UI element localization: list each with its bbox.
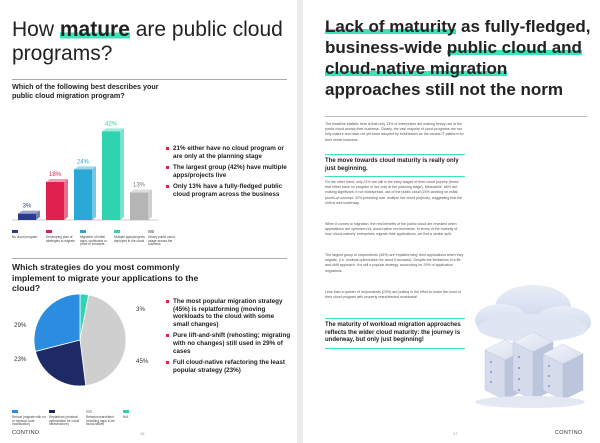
bar (74, 169, 92, 220)
legend-swatch (123, 410, 129, 413)
legend-item (86, 410, 120, 427)
bar (102, 131, 120, 220)
legend-item (114, 230, 146, 243)
legend-label: Migration of initial apps, workloads or proof of concepts (80, 234, 107, 247)
legend-label: Developing plan of strategies to migrate (46, 234, 75, 243)
body-paragraph: When it comes to migration, the real benefits of the public cloud are revealed when applications are optimized for cloud-native environments. In terms of the maturity of how 'cloud-natively' enterprises migrate their applications, we find a similar split. (325, 222, 458, 237)
bullet-point: Pure lift-and-shift (rehosting; migrating with no changes) still used in 29% of cases (166, 332, 291, 355)
body-paragraph: The headline statistic here is that only 13% of enterprises are making heavy use of the public cloud across their business. Clearly, the vast majority of cloud programs are not fully mature and have not yet been adopted by businesses as the central IT platform for their whole business. (325, 122, 464, 142)
bar (18, 214, 36, 220)
legend-item (12, 410, 46, 427)
bar-group (18, 204, 40, 220)
legend-label: N/A (123, 414, 129, 419)
question-2: Which strategies do you most commonly implement to migrate your applications to the cloud? (12, 262, 199, 293)
bar-side (64, 179, 68, 220)
body-paragraph: On the other hand, only 21% are still in the early stages of their cloud journey (those that either have no program or are only at the planning stage). Meanwhile, 66% are making significant, if not widespread, use of the public cloud (24% working on initial proofs-of-concept, 42% presiding over multiple live cloud projects), suggesting that the shift is well underway. (325, 180, 463, 205)
question-1: Which of the following best describes your public cloud migration program? (12, 82, 159, 100)
bar-value-label: 3% (22, 203, 32, 210)
legend-label: Replatform (minimal optimization for cloud infrastructure) (49, 414, 80, 427)
legend-item (46, 230, 78, 243)
page-number: 16 (140, 431, 145, 436)
bullet-point: The most popular migration strategy (45%) is replatforming (moving workloads to the cloud with some small changes) (166, 298, 291, 328)
footer-brand: CONTINO (12, 430, 40, 436)
page-title: Lack of maturity as fully-fledged, business-wide public cloud and cloud-native migration approaches still not the norm (325, 17, 591, 99)
bar-chart-legend (12, 230, 182, 250)
bullet-point: The largest group (42%) have multiple apps/projects live (166, 164, 291, 179)
legend-item (80, 230, 112, 247)
server-racks (485, 332, 583, 400)
bar-side (120, 128, 124, 220)
legend-swatch (12, 230, 18, 233)
key-findings-2 (166, 298, 291, 378)
legend-swatch (86, 410, 92, 413)
legend-swatch (114, 230, 120, 233)
bar (46, 182, 64, 220)
legend-swatch (80, 230, 86, 233)
pie-value-label: 3% (136, 306, 145, 313)
legend-item (148, 230, 180, 247)
bar-side (92, 166, 96, 220)
legend-label: No cloud program (12, 234, 38, 239)
page-number: 17 (453, 431, 458, 436)
bullet-point: 21% either have no cloud program or are only at the planning stage (166, 145, 291, 160)
legend-item (12, 230, 44, 240)
bullet-point: Full cloud-native refactoring the least popular strategy (23%) (166, 359, 291, 374)
legend-label: Refactor/rearchitect (rewriting apps to be cloud-native) (86, 414, 115, 427)
divider (12, 258, 287, 259)
pie-value-label: 45% (136, 358, 149, 365)
bar-value-label: 13% (132, 182, 146, 189)
bar-value-label: 42% (104, 121, 118, 128)
body-paragraph: The largest group of respondents (45%) are 'replatforming' their applications when they migrate, (i.e. minimal optimization for cloud if lacowed). Despite the limitations of a lift-and-shift approach, it is still a popular strategy, accounting for 29% of application migrations. (325, 253, 464, 273)
legend-swatch (46, 230, 52, 233)
pie-value-label: 29% (14, 322, 27, 329)
legend-swatch (49, 410, 55, 413)
key-findings-1 (166, 145, 291, 203)
bar-group (74, 159, 96, 220)
body-paragraph: Less than a quarter of respondents (23%) are putting in the effort to make the most of their cloud program with properly rearchitected workloads! (325, 290, 461, 300)
left-page (0, 0, 297, 443)
migration-strategy-pie-chart (30, 290, 130, 390)
bar-group (130, 183, 152, 220)
legend-swatch (148, 230, 154, 233)
legend-swatch (12, 410, 18, 413)
legend-label: Rehost (migrate with no or minimal code modification) (12, 414, 46, 427)
legend-item (123, 410, 157, 420)
bar-value-label: 18% (48, 172, 62, 178)
page-title: How mature are public cloud programs? (12, 18, 283, 65)
bullet-point: Only 13% have a fully-fledged public cloud program across the business (166, 183, 291, 198)
bar (130, 193, 148, 220)
callout: The move towards cloud maturity is really only just beginning. (325, 154, 465, 177)
callout: The maturity of workload migration approaches reflects the wider cloud maturity: the journey is underway, but only just beginning! (325, 318, 465, 349)
maturity-bar-chart (10, 108, 160, 228)
pie-value-label: 23% (14, 356, 27, 363)
legend-label: Multiple apps/projects deployed in the cloud (114, 234, 145, 243)
bar-group (102, 121, 124, 220)
right-page (303, 0, 600, 443)
divider (325, 116, 587, 117)
divider (12, 79, 287, 80)
title-highlight: mature (59, 18, 130, 41)
bar-side (148, 190, 152, 220)
pie-slice (80, 295, 126, 386)
footer-brand: CONTINO (555, 430, 583, 436)
legend-item (49, 410, 83, 427)
pie-chart-legend (12, 410, 162, 426)
cloud-servers-illustration (463, 262, 598, 412)
legend-label: Heavy public cloud usage across the business (148, 234, 175, 247)
bar-group (46, 172, 68, 220)
bar-value-label: 24% (76, 159, 90, 166)
